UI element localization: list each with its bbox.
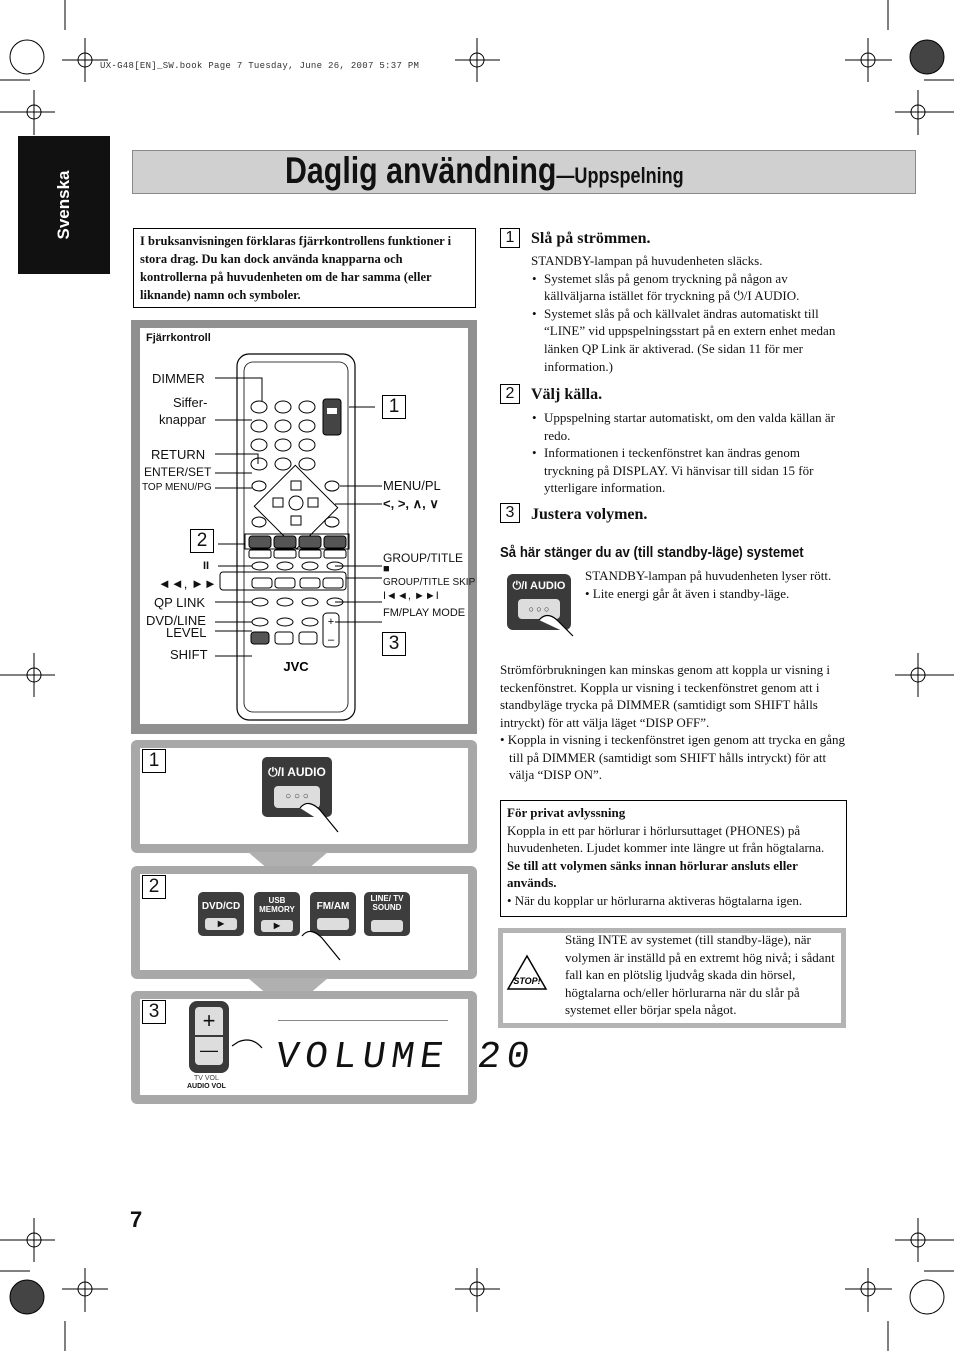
power-paragraph: Strömförbrukningen kan minskas genom att koppla ur visning i teckenfönstret. Koppla ur visning i teckenfönstret genom att i standbyläge trycka på DIMMER (samtidigt som SHIFT hålls intryckt) för att välja läget “DISP OFF”.: [500, 662, 831, 730]
step-1-bullet-2: • Systemet slås på och källvalet ändras automatiskt till “LINE” vid uppspelningsstart på en extern enhet medan länken QP Link är aktiverad. (Se sidan 11 för mer information.): [544, 305, 847, 375]
step-3-title: Justera volymen.: [531, 506, 648, 523]
intro-box: I bruksanvisningen förklaras fjärrkontrollens funktioner i stora drag. Du kan dock använda knapparna och kontrollerna på huvudenheten om de har samma (eller liknande) namn och symboler.: [133, 228, 476, 308]
label-menu-pl: MENU/PL: [383, 478, 441, 493]
label-siffer-1: Siffer-: [173, 395, 208, 410]
label-skip: I◄◄, ►►I: [383, 590, 439, 602]
label-level: LEVEL: [166, 625, 207, 640]
standby-button-label: ⏻/I AUDIO: [512, 580, 566, 592]
audio-vol-label: AUDIO VOL: [187, 1083, 226, 1090]
line-tv-sound-button-illustration: [364, 892, 410, 936]
svg-text:–: –: [327, 634, 335, 646]
volume-control-illustration: + —: [189, 1001, 229, 1073]
tv-vol-label: TV VOL: [194, 1075, 219, 1082]
private-listening-box: [500, 800, 847, 917]
step-3-marker: 3: [500, 503, 520, 523]
stop-icon-text: STOP!: [513, 976, 541, 986]
page-title-sub: —Uppspelning: [556, 163, 684, 188]
step-2-body: [531, 409, 847, 497]
panel-1-marker: 1: [142, 749, 166, 773]
step-1-bullet-1: • Systemet slås på genom tryckning på någon av källväljarna istället för tryckning på ⏻/I AUDIO.: [544, 270, 847, 305]
label-qp-link: QP LINK: [154, 595, 206, 610]
finger-icon: [298, 928, 348, 968]
step-1-title: Slå på strömmen.: [531, 230, 651, 247]
language-tab-label: Svenska: [54, 170, 73, 240]
panel-2-marker: 2: [142, 875, 166, 899]
remote-step-1-marker: 1: [382, 395, 406, 419]
remote-heading: Fjärrkontroll: [146, 332, 211, 344]
label-siffer-2: knappar: [159, 412, 206, 427]
finger-icon: [296, 800, 346, 840]
usb-memory-button-illustration: USB MEMORY ▶: [254, 892, 300, 936]
step-2-bullet-1: • Uppspelning startar automatiskt, om den valda källan är redo.: [544, 409, 847, 444]
finger-icon: [536, 612, 580, 642]
stop-warning-icon: [506, 953, 548, 993]
usb-memory-label: USB MEMORY: [259, 896, 295, 914]
audio-power-illustration: ⏻/I AUDIO ○ ○ ○: [262, 757, 332, 817]
step-1-body: [531, 252, 847, 375]
remote-step-3-marker: 3: [382, 632, 406, 656]
step-2-marker: 2: [500, 384, 520, 404]
dvd-cd-button-illustration: DVD/CD ▶: [198, 892, 244, 936]
private-bold-text: Se till att volymen sänks innan hörlurar ansluts eller används.: [507, 857, 798, 891]
warning-text: Stäng INTE av systemet (till standby-läge), när volymen är inställd på en extremt hög nivå; i sådant fall kan en plötslig ljudvåg skada din hörsel, högtalarna och/eller hörlurarna när du slår på systemet eller börjar spela något.: [565, 932, 835, 1018]
title-bar: [132, 150, 916, 194]
step-1-marker: 1: [500, 228, 520, 248]
step-2-bullet-2: • Informationen i teckenfönstret kan ändras genom tryckning på DISPLAY. Vi hänvisar till sidan 15 för ytterligare information.: [544, 444, 847, 497]
private-text: Koppla in ett par hörlurar i hörlursuttaget (PHONES) på huvudenheten. Ljudet kommer inte längre ut från högtalarna.: [507, 822, 825, 856]
label-top-menu: TOP MENU/PG: [142, 482, 212, 493]
finger-icon: [228, 1034, 268, 1074]
label-group-title: GROUP/TITLE: [383, 551, 464, 565]
remote-brand-logo: JVC: [283, 659, 309, 674]
label-fm-play-mode: FM/PLAY MODE: [383, 607, 466, 619]
display-divider: [278, 1020, 448, 1021]
display-readout: VOLUME 20: [272, 1036, 539, 1079]
language-tab: [18, 136, 110, 274]
label-group-skip: GROUP/TITLE SKIP: [383, 577, 476, 588]
label-dvd-line: DVD/LINE: [146, 613, 206, 628]
private-heading: För privat avlyssning: [507, 805, 626, 820]
standby-button-illustration: ⏻/I AUDIO ○ ○ ○: [507, 574, 571, 630]
fm-am-label: FM/AM: [316, 901, 350, 912]
label-rew-ff: ◄◄, ►►: [158, 576, 217, 591]
standby-text: [585, 567, 847, 602]
standby-line: STANDBY-lampan på huvudenheten lyser rött.: [585, 568, 832, 583]
standby-bullet: • Lite energi går åt även i standby-läge.: [585, 585, 790, 601]
standby-heading: Så här stänger du av (till standby-läge) systemet: [500, 544, 804, 561]
page-title-main: Daglig användning: [285, 150, 557, 191]
label-shift: SHIFT: [170, 647, 208, 662]
step-2-title: Välj källa.: [531, 386, 603, 403]
audio-power-label: ⏻/I AUDIO: [268, 765, 326, 779]
line-tv-sound-label: LINE/ TV SOUND: [370, 894, 404, 912]
remote-step-2-marker: 2: [190, 529, 214, 553]
svg-text:+: +: [327, 616, 335, 628]
label-pause: II: [203, 560, 210, 572]
file-header-line: UX-G48[EN]_SW.book Page 7 Tuesday, June 26, 2007 5:37 PM: [100, 61, 420, 71]
panel-3-marker: 3: [142, 1000, 166, 1024]
step-1-line: STANDBY-lampan på huvudenheten släcks.: [531, 253, 763, 268]
label-return: RETURN: [151, 447, 206, 462]
page-title: [285, 150, 684, 192]
power-bullet: • Koppla in visning i teckenfönstret igen genom att trycka en gång till på DIMMER (samtidigt som SHIFT hålls intryckt) för att välja “DISP ON”.: [500, 732, 845, 783]
dvd-cd-label: DVD/CD: [201, 901, 241, 912]
label-enter-set: ENTER/SET: [144, 465, 212, 479]
label-stop: ■: [383, 563, 390, 575]
page-number: 7: [130, 1207, 143, 1232]
label-dimmer: DIMMER: [152, 371, 205, 386]
remote-illustration: [140, 328, 468, 724]
label-arrows: <, >, ∧, ∨: [383, 496, 439, 511]
private-bullet: • När du kopplar ur hörlurarna aktiveras högtalarna igen.: [507, 892, 803, 908]
